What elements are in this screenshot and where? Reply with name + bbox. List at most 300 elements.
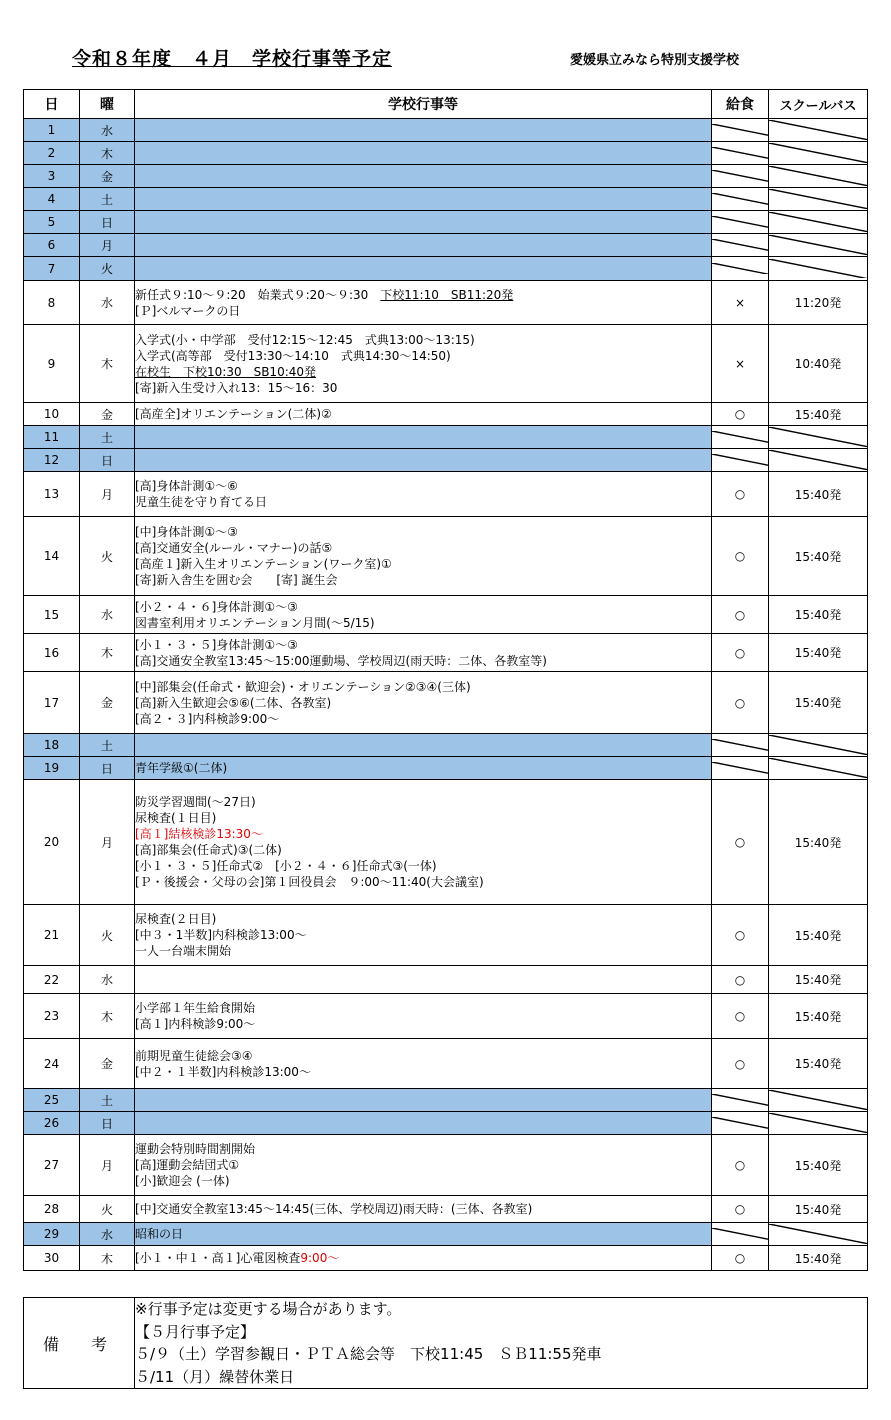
event-line — [135, 1201, 711, 1217]
row-meal: ○ — [712, 634, 769, 672]
schedule-table — [23, 89, 868, 1271]
school-name: 愛媛県立みなら特別支援学校 — [570, 53, 740, 68]
no-service-slash-icon — [712, 124, 768, 135]
row-events — [135, 1089, 712, 1112]
no-service-slash-icon — [769, 259, 867, 279]
notes-line: ５/11（月）繰替休業日 — [135, 1367, 295, 1386]
event-text: [小１・３・５]任命式② [小２・４・６]任命式③(一体) — [135, 859, 437, 873]
row-day: 19 — [24, 757, 80, 780]
event-text: [中２・１半数]内科検診13:00～ — [135, 1064, 311, 1079]
event-line — [135, 653, 711, 669]
event-text: 小学部１年生給食開始 — [135, 1001, 256, 1015]
row-bus — [769, 1223, 868, 1246]
header-weekday: 曜 — [80, 90, 135, 119]
header-bus: スクールバス — [769, 90, 868, 119]
event-text: 昭和の日 — [135, 1227, 184, 1241]
row-events — [135, 1196, 712, 1223]
row-bus: 15:40発 — [769, 634, 868, 672]
row-day: 23 — [24, 994, 80, 1039]
row-bus — [769, 1112, 868, 1135]
event-line — [135, 1064, 711, 1080]
row-weekday: 水 — [80, 596, 135, 634]
row-meal — [712, 1223, 769, 1246]
no-service-slash-icon — [769, 189, 867, 209]
no-service-slash-icon — [769, 427, 867, 447]
schedule-row — [24, 517, 868, 596]
schedule-row — [24, 994, 868, 1039]
row-meal — [712, 165, 769, 188]
row-weekday: 土 — [80, 1089, 135, 1112]
event-text: 一人一台端末開始 — [135, 944, 232, 958]
row-bus: 15:40発 — [769, 672, 868, 734]
event-text: [小１・中１・高１]心電図検査 — [135, 1251, 301, 1265]
row-events — [135, 757, 712, 780]
row-events — [135, 780, 712, 905]
row-meal — [712, 1112, 769, 1135]
event-line — [135, 1173, 711, 1189]
schedule-row — [24, 966, 868, 994]
row-weekday: 金 — [80, 403, 135, 426]
row-weekday: 木 — [80, 994, 135, 1039]
row-day: 26 — [24, 1112, 80, 1135]
event-text: [高２・３]内科検診9:00～ — [135, 711, 280, 726]
schedule-row — [24, 119, 868, 142]
row-weekday: 木 — [80, 142, 135, 165]
event-text: [Ｐ・後援会・父母の会]第１回役員会 ９:00～11:40(大会議室) — [135, 875, 484, 889]
event-line — [135, 943, 711, 959]
no-service-slash-icon — [769, 735, 867, 755]
row-meal — [712, 211, 769, 234]
schedule-row — [24, 426, 868, 449]
row-weekday: 月 — [80, 234, 135, 257]
event-text: [高１]内科検診9:00～ — [135, 1017, 256, 1031]
event-line — [135, 679, 711, 695]
row-events — [135, 211, 712, 234]
row-meal — [712, 1089, 769, 1112]
event-line — [135, 874, 711, 890]
schedule-row — [24, 1089, 868, 1112]
row-events — [135, 257, 712, 281]
row-bus: 15:40発 — [769, 1039, 868, 1089]
header-row — [24, 90, 868, 119]
row-weekday: 日 — [80, 1112, 135, 1135]
row-bus — [769, 757, 868, 780]
row-day: 14 — [24, 517, 80, 596]
row-events — [135, 165, 712, 188]
event-line — [135, 287, 711, 303]
row-day: 28 — [24, 1196, 80, 1223]
row-bus: 11:20発 — [769, 281, 868, 325]
event-text: 入学式(高等部 受付13:30～14:10 式典14:30～14:50) — [135, 348, 451, 363]
row-day: 24 — [24, 1039, 80, 1089]
schedule-row — [24, 257, 868, 281]
row-meal — [712, 142, 769, 165]
no-service-slash-icon — [712, 431, 768, 442]
row-meal — [712, 188, 769, 211]
row-meal: ○ — [712, 596, 769, 634]
row-day: 29 — [24, 1223, 80, 1246]
event-line — [135, 303, 711, 319]
event-text: [高]新入生歓迎会⑤⑥(二体、各教室) — [135, 695, 332, 710]
event-text: [小１・３・５]身体計測①～③ — [135, 637, 298, 652]
row-weekday: 火 — [80, 517, 135, 596]
row-weekday: 日 — [80, 757, 135, 780]
event-text: 下校11:10 SB11:20発 — [380, 287, 514, 302]
event-text: 在校生 下校10:30 SB10:40発 — [135, 364, 317, 379]
schedule-row — [24, 596, 868, 634]
no-service-slash-icon — [712, 263, 768, 274]
row-meal — [712, 426, 769, 449]
row-weekday: 火 — [80, 905, 135, 966]
row-weekday: 水 — [80, 1223, 135, 1246]
no-service-slash-icon — [769, 166, 867, 186]
row-weekday: 金 — [80, 165, 135, 188]
row-weekday: 月 — [80, 780, 135, 905]
no-service-slash-icon — [769, 120, 867, 140]
event-text: 入学式(小・中学部 受付12:15～12:45 式典13:00～13:15) — [135, 332, 475, 347]
row-events — [135, 403, 712, 426]
schedule-row — [24, 1039, 868, 1089]
event-line — [135, 478, 711, 494]
schedule-row — [24, 281, 868, 325]
row-weekday: 金 — [80, 672, 135, 734]
schedule-row — [24, 734, 868, 757]
row-meal: × — [712, 325, 769, 403]
notes-body — [135, 1298, 868, 1389]
schedule-row — [24, 672, 868, 734]
no-service-slash-icon — [769, 1224, 867, 1244]
row-meal: ○ — [712, 994, 769, 1039]
row-day: 6 — [24, 234, 80, 257]
row-bus — [769, 165, 868, 188]
notes-line: 【５月行事予定】 — [135, 1322, 256, 1341]
row-day: 15 — [24, 596, 80, 634]
event-line — [135, 1048, 711, 1064]
event-text: [中]部集会(任命式・歓迎会)・オリエンテーション②③④(三体) — [135, 679, 471, 694]
event-line — [135, 332, 711, 348]
no-service-slash-icon — [712, 170, 768, 181]
event-line — [135, 1250, 711, 1266]
row-weekday: 木 — [80, 1246, 135, 1271]
row-weekday: 金 — [80, 1039, 135, 1089]
schedule-row — [24, 403, 868, 426]
event-line — [135, 911, 711, 927]
no-service-slash-icon — [712, 454, 768, 465]
row-weekday: 水 — [80, 966, 135, 994]
row-day: 12 — [24, 449, 80, 472]
event-text: 尿検査(２日目) — [135, 912, 217, 926]
schedule-row — [24, 142, 868, 165]
event-line — [135, 524, 711, 540]
event-text: [小]歓迎会 (一体) — [135, 1174, 230, 1188]
row-meal — [712, 257, 769, 281]
event-text: 児童生徒を守り育てる日 — [135, 495, 268, 509]
event-line — [135, 494, 711, 510]
row-meal — [712, 234, 769, 257]
event-line — [135, 794, 711, 810]
event-text: 図書室利用オリエンテーション月間(～5/15) — [135, 615, 375, 630]
event-line — [135, 615, 711, 631]
event-line — [135, 1157, 711, 1173]
row-events — [135, 994, 712, 1039]
no-service-slash-icon — [712, 239, 768, 250]
row-meal: ○ — [712, 780, 769, 905]
row-events — [135, 188, 712, 211]
row-meal: ○ — [712, 966, 769, 994]
event-text: [中３・1半数]内科検診13:00～ — [135, 928, 307, 942]
row-events — [135, 517, 712, 596]
row-weekday: 日 — [80, 449, 135, 472]
no-service-slash-icon — [712, 1228, 768, 1239]
row-day: 17 — [24, 672, 80, 734]
row-events — [135, 426, 712, 449]
row-day: 20 — [24, 780, 80, 905]
event-line — [135, 556, 711, 572]
schedule-body — [24, 119, 868, 1271]
row-meal: ○ — [712, 1246, 769, 1271]
row-day: 11 — [24, 426, 80, 449]
row-events — [135, 634, 712, 672]
schedule-row — [24, 905, 868, 966]
event-line — [135, 364, 711, 380]
schedule-row — [24, 1135, 868, 1196]
event-text: [高]部集会(任命式)③(二体) — [135, 843, 282, 857]
row-bus — [769, 257, 868, 281]
no-service-slash-icon — [712, 739, 768, 750]
row-events — [135, 672, 712, 734]
row-weekday: 火 — [80, 1196, 135, 1223]
no-service-slash-icon — [769, 235, 867, 255]
row-bus: 15:40発 — [769, 1135, 868, 1196]
row-meal: ○ — [712, 1135, 769, 1196]
page-title: 令和８年度 ４月 学校行事等予定 — [72, 48, 393, 70]
row-weekday: 水 — [80, 281, 135, 325]
schedule-row — [24, 1246, 868, 1271]
event-text: 新任式９:10～９:20 始業式９:20～９:30 — [135, 287, 381, 302]
row-weekday: 水 — [80, 119, 135, 142]
header-meal: 給食 — [712, 90, 769, 119]
row-events — [135, 119, 712, 142]
row-day: 10 — [24, 403, 80, 426]
row-day: 30 — [24, 1246, 80, 1271]
event-text: 9:00～ — [300, 1251, 340, 1265]
row-day: 22 — [24, 966, 80, 994]
row-meal: ○ — [712, 472, 769, 517]
schedule-row — [24, 234, 868, 257]
row-events — [135, 472, 712, 517]
no-service-slash-icon — [712, 193, 768, 204]
event-text: [高産全]オリエンテーション(二体)② — [135, 407, 332, 421]
row-meal: ○ — [712, 403, 769, 426]
event-line — [135, 1141, 711, 1157]
notes-label: 備 考 — [24, 1298, 135, 1389]
row-bus — [769, 119, 868, 142]
schedule-row — [24, 757, 868, 780]
row-weekday: 土 — [80, 734, 135, 757]
event-text: 前期児童生徒総会③④ — [135, 1048, 253, 1063]
notes-table — [23, 1297, 868, 1389]
schedule-row — [24, 472, 868, 517]
row-weekday: 土 — [80, 188, 135, 211]
row-bus — [769, 188, 868, 211]
event-text: [中]交通安全教室13:45～14:45(三体、学校周辺)雨天時：(三体、各教室) — [135, 1202, 533, 1216]
row-day: 2 — [24, 142, 80, 165]
row-day: 5 — [24, 211, 80, 234]
row-day: 21 — [24, 905, 80, 966]
event-line — [135, 927, 711, 943]
event-text: [高１]結核検診13:30～ — [135, 827, 263, 841]
row-bus — [769, 211, 868, 234]
header-events: 学校行事等 — [135, 90, 712, 119]
event-line — [135, 599, 711, 615]
event-line — [135, 842, 711, 858]
row-meal: ○ — [712, 672, 769, 734]
row-day: 16 — [24, 634, 80, 672]
event-line — [135, 711, 711, 727]
row-meal: ○ — [712, 1039, 769, 1089]
row-bus: 15:40発 — [769, 994, 868, 1039]
row-day: 8 — [24, 281, 80, 325]
event-line — [135, 858, 711, 874]
event-text: 青年学級①(二体) — [135, 761, 228, 775]
row-meal — [712, 119, 769, 142]
no-service-slash-icon — [769, 1090, 867, 1110]
row-weekday: 木 — [80, 325, 135, 403]
schedule-row — [24, 165, 868, 188]
row-events — [135, 142, 712, 165]
row-bus — [769, 1089, 868, 1112]
row-events — [135, 1246, 712, 1271]
no-service-slash-icon — [769, 450, 867, 470]
row-meal: ○ — [712, 905, 769, 966]
notes-line: ※行事予定は変更する場合があります。 — [135, 1300, 402, 1318]
row-events — [135, 1223, 712, 1246]
row-weekday: 日 — [80, 211, 135, 234]
row-weekday: 土 — [80, 426, 135, 449]
row-day: 9 — [24, 325, 80, 403]
row-bus — [769, 142, 868, 165]
event-text: 尿検査(１日目) — [135, 811, 217, 825]
schedule-row — [24, 449, 868, 472]
row-bus: 15:40発 — [769, 780, 868, 905]
row-bus: 15:40発 — [769, 596, 868, 634]
event-line — [135, 348, 711, 364]
row-day: 1 — [24, 119, 80, 142]
notes-line: ５/９（土）学習参観日・ＰＴＡ総会等 下校11:45 ＳＢ11:55発車 — [135, 1345, 602, 1363]
schedule-row — [24, 188, 868, 211]
schedule-row — [24, 780, 868, 905]
event-text: [小２・４・６]身体計測①～③ — [135, 599, 298, 614]
no-service-slash-icon — [712, 1094, 768, 1105]
row-bus: 15:40発 — [769, 905, 868, 966]
row-day: 27 — [24, 1135, 80, 1196]
row-bus: 15:40発 — [769, 1246, 868, 1271]
row-events — [135, 234, 712, 257]
no-service-slash-icon — [712, 147, 768, 158]
event-text: [高]交通安全教室13:45～15:00運動場、学校周辺(雨天時：二体、各教室等) — [135, 653, 547, 668]
row-events — [135, 905, 712, 966]
row-weekday: 火 — [80, 257, 135, 281]
no-service-slash-icon — [712, 216, 768, 227]
row-bus — [769, 734, 868, 757]
row-weekday: 月 — [80, 472, 135, 517]
row-events — [135, 596, 712, 634]
row-events — [135, 449, 712, 472]
row-bus — [769, 449, 868, 472]
row-day: 4 — [24, 188, 80, 211]
event-line — [135, 1000, 711, 1016]
event-line — [135, 637, 711, 653]
no-service-slash-icon — [769, 212, 867, 232]
row-bus — [769, 426, 868, 449]
row-events — [135, 281, 712, 325]
row-events — [135, 1135, 712, 1196]
no-service-slash-icon — [769, 143, 867, 163]
event-text: 防災学習週間(～27日) — [135, 795, 256, 809]
row-day: 25 — [24, 1089, 80, 1112]
row-meal: ○ — [712, 517, 769, 596]
event-text: [寄]新入生受け入れ13：15～16：30 — [135, 380, 338, 395]
row-events — [135, 1112, 712, 1135]
event-text: [高]運動会結団式① — [135, 1158, 240, 1172]
row-weekday: 月 — [80, 1135, 135, 1196]
event-line — [135, 695, 711, 711]
no-service-slash-icon — [712, 762, 768, 773]
row-bus: 10:40発 — [769, 325, 868, 403]
row-bus — [769, 234, 868, 257]
no-service-slash-icon — [769, 1113, 867, 1133]
event-line — [135, 380, 711, 396]
event-text: [高産１]新入生オリエンテーション(ワーク室)① — [135, 557, 392, 571]
row-bus: 15:40発 — [769, 403, 868, 426]
row-day: 3 — [24, 165, 80, 188]
event-line — [135, 406, 711, 422]
schedule-row — [24, 1196, 868, 1223]
row-events — [135, 1039, 712, 1089]
row-meal: × — [712, 281, 769, 325]
event-text: [中]身体計測①～③ — [135, 525, 238, 539]
schedule-row — [24, 211, 868, 234]
row-events — [135, 966, 712, 994]
row-bus: 15:40発 — [769, 472, 868, 517]
row-bus: 15:40発 — [769, 966, 868, 994]
schedule-row — [24, 1223, 868, 1246]
schedule-row — [24, 634, 868, 672]
event-line — [135, 760, 711, 776]
row-events — [135, 734, 712, 757]
event-text: [高]交通安全(ルール・マナー)の話⑤ — [135, 541, 333, 555]
event-text: 運動会特別時間割開始 — [135, 1142, 256, 1156]
schedule-row — [24, 325, 868, 403]
row-day: 7 — [24, 257, 80, 281]
row-day: 18 — [24, 734, 80, 757]
event-line — [135, 1016, 711, 1032]
row-meal — [712, 757, 769, 780]
no-service-slash-icon — [712, 1117, 768, 1128]
row-bus: 15:40発 — [769, 1196, 868, 1223]
row-events — [135, 325, 712, 403]
row-meal — [712, 734, 769, 757]
row-day: 13 — [24, 472, 80, 517]
header-day: 日 — [24, 90, 80, 119]
event-text: [Ｐ]ベルマークの日 — [135, 303, 241, 318]
row-meal — [712, 449, 769, 472]
notes-row — [24, 1298, 868, 1389]
row-meal: ○ — [712, 1196, 769, 1223]
row-weekday: 木 — [80, 634, 135, 672]
row-bus: 15:40発 — [769, 517, 868, 596]
event-line — [135, 810, 711, 826]
